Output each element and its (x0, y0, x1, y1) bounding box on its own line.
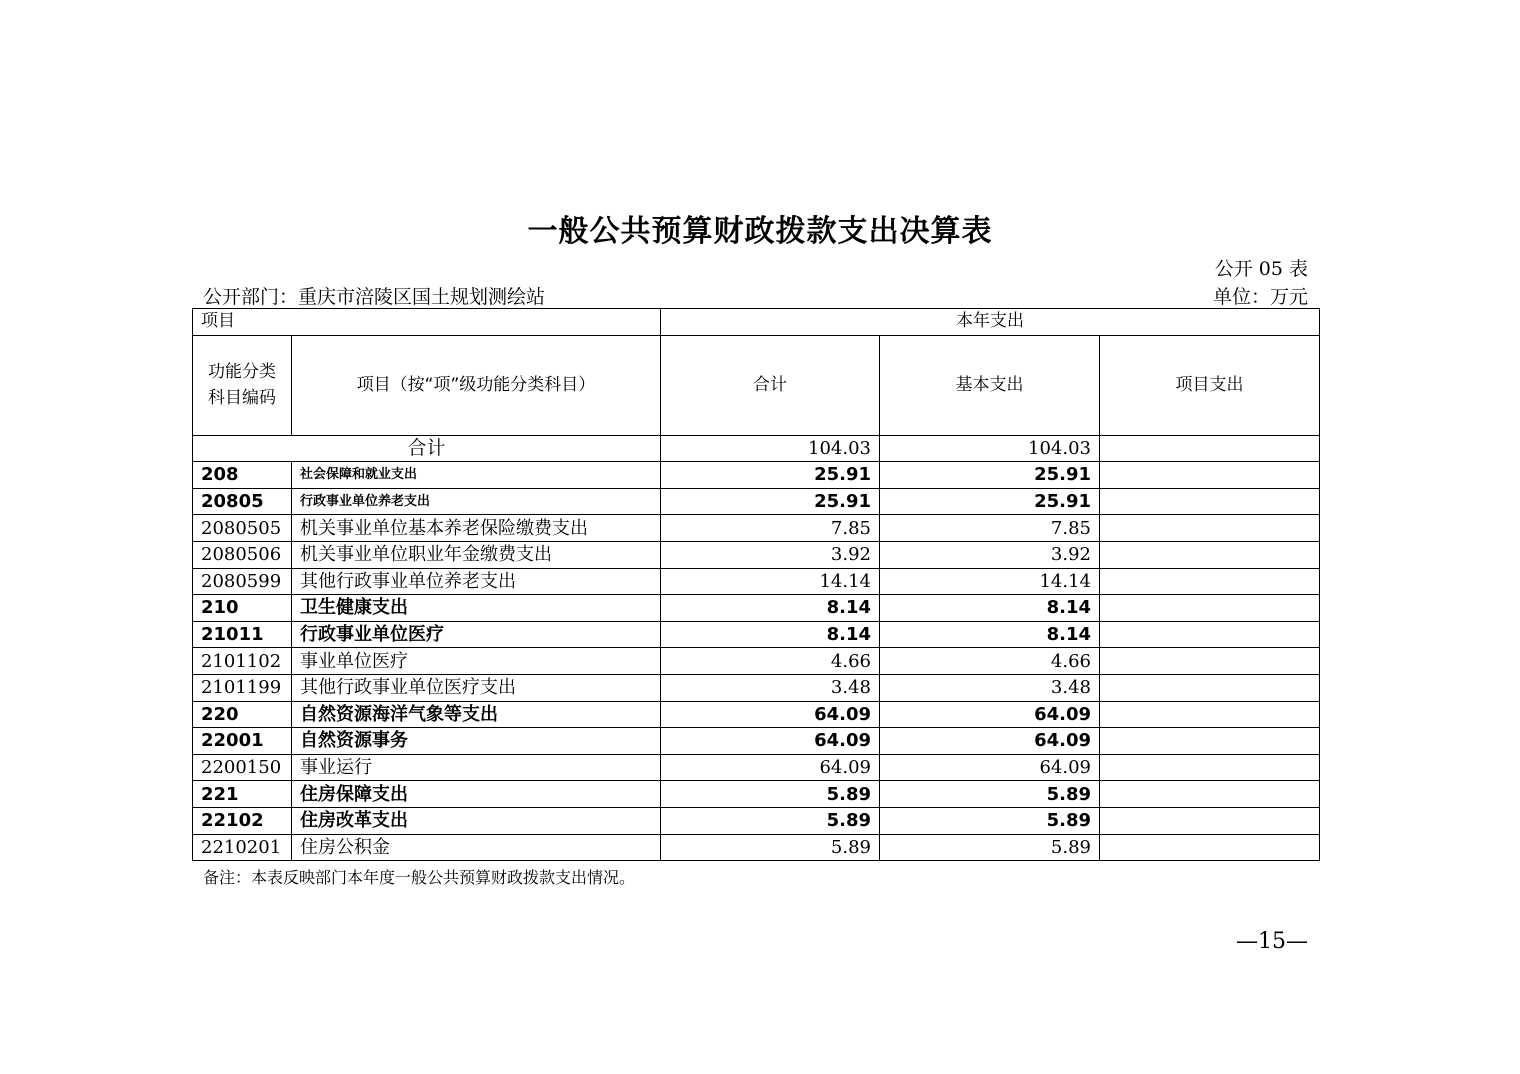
header-code: 功能分类科目编码 (193, 335, 292, 435)
row-project (1100, 488, 1320, 515)
row-project (1100, 648, 1320, 675)
table-row (193, 621, 1320, 648)
row-basic: 3.92 (880, 541, 1100, 568)
header-name: 项目（按“项”级功能分类科目） (292, 335, 661, 435)
table-row (193, 728, 1320, 755)
row-basic: 5.89 (880, 807, 1100, 834)
row-project (1100, 515, 1320, 542)
row-code: 22102 (193, 807, 292, 834)
table-row (193, 595, 1320, 622)
header-row-2 (193, 335, 1320, 435)
row-project (1100, 674, 1320, 701)
row-project (1100, 462, 1320, 489)
row-code: 2101199 (193, 674, 292, 701)
table-row (193, 541, 1320, 568)
row-basic: 8.14 (880, 621, 1100, 648)
page-number: —15— (1236, 929, 1308, 954)
total-amount: 104.03 (661, 435, 880, 462)
row-name: 社会保障和就业支出 (292, 462, 661, 489)
row-code: 2200150 (193, 754, 292, 781)
row-total: 8.14 (661, 595, 880, 622)
header-total: 合计 (661, 335, 880, 435)
row-basic: 64.09 (880, 728, 1100, 755)
row-code: 2210201 (193, 834, 292, 861)
row-name: 机关事业单位职业年金缴费支出 (292, 541, 661, 568)
row-project (1100, 701, 1320, 728)
row-total: 5.89 (661, 807, 880, 834)
row-code: 220 (193, 701, 292, 728)
total-label: 合计 (193, 435, 661, 462)
row-name: 事业运行 (292, 754, 661, 781)
row-basic: 7.85 (880, 515, 1100, 542)
row-basic: 8.14 (880, 595, 1100, 622)
row-project (1100, 834, 1320, 861)
department-label: 公开部门：重庆市涪陵区国土规划测绘站 (203, 286, 546, 308)
row-project (1100, 781, 1320, 808)
row-total: 14.14 (661, 568, 880, 595)
row-project (1100, 807, 1320, 834)
row-project (1100, 568, 1320, 595)
table-row (193, 462, 1320, 489)
table-row (193, 754, 1320, 781)
table-row (193, 701, 1320, 728)
table-row (193, 568, 1320, 595)
header-item: 项目 (193, 309, 661, 336)
row-name: 行政事业单位医疗 (292, 621, 661, 648)
row-basic: 64.09 (880, 754, 1100, 781)
row-code: 2080599 (193, 568, 292, 595)
row-project (1100, 621, 1320, 648)
row-basic: 5.89 (880, 781, 1100, 808)
row-total: 64.09 (661, 701, 880, 728)
row-name: 行政事业单位养老支出 (292, 488, 661, 515)
row-name: 卫生健康支出 (292, 595, 661, 622)
row-name: 自然资源事务 (292, 728, 661, 755)
row-total: 8.14 (661, 621, 880, 648)
total-project (1100, 435, 1320, 462)
row-project (1100, 754, 1320, 781)
row-total: 3.92 (661, 541, 880, 568)
row-name: 其他行政事业单位医疗支出 (292, 674, 661, 701)
row-name: 自然资源海洋气象等支出 (292, 701, 661, 728)
row-total: 25.91 (661, 462, 880, 489)
row-total: 64.09 (661, 754, 880, 781)
header-project: 项目支出 (1100, 335, 1320, 435)
table-row (193, 807, 1320, 834)
row-code: 2101102 (193, 648, 292, 675)
budget-table (192, 308, 1320, 861)
row-code: 22001 (193, 728, 292, 755)
row-basic: 25.91 (880, 488, 1100, 515)
row-code: 221 (193, 781, 292, 808)
row-code: 21011 (193, 621, 292, 648)
row-basic: 14.14 (880, 568, 1100, 595)
header-current-year: 本年支出 (661, 309, 1320, 336)
row-total: 7.85 (661, 515, 880, 542)
table-row (193, 488, 1320, 515)
row-name: 住房改革支出 (292, 807, 661, 834)
unit-label: 单位：万元 (1212, 286, 1308, 308)
page-title: 一般公共预算财政拨款支出决算表 (527, 214, 993, 249)
row-total: 64.09 (661, 728, 880, 755)
row-code: 20805 (193, 488, 292, 515)
row-basic: 64.09 (880, 701, 1100, 728)
row-basic: 5.89 (880, 834, 1100, 861)
row-total: 5.89 (661, 781, 880, 808)
total-basic: 104.03 (880, 435, 1100, 462)
table-row (193, 834, 1320, 861)
row-total: 3.48 (661, 674, 880, 701)
row-total: 25.91 (661, 488, 880, 515)
table-row (193, 515, 1320, 542)
table-id: 公开 05 表 (1214, 258, 1308, 280)
row-total: 4.66 (661, 648, 880, 675)
footnote: 备注：本表反映部门本年度一般公共预算财政拨款支出情况。 (203, 868, 636, 887)
row-basic: 25.91 (880, 462, 1100, 489)
row-project (1100, 728, 1320, 755)
table-row (193, 781, 1320, 808)
header-basic: 基本支出 (880, 335, 1100, 435)
table-row (193, 648, 1320, 675)
header-row-1 (193, 309, 1320, 336)
total-row (193, 435, 1320, 462)
row-project (1100, 595, 1320, 622)
row-basic: 4.66 (880, 648, 1100, 675)
row-project (1100, 541, 1320, 568)
row-name: 住房公积金 (292, 834, 661, 861)
row-code: 2080505 (193, 515, 292, 542)
table-row (193, 674, 1320, 701)
row-total: 5.89 (661, 834, 880, 861)
row-code: 2080506 (193, 541, 292, 568)
row-code: 208 (193, 462, 292, 489)
row-name: 住房保障支出 (292, 781, 661, 808)
row-name: 事业单位医疗 (292, 648, 661, 675)
row-name: 其他行政事业单位养老支出 (292, 568, 661, 595)
row-name: 机关事业单位基本养老保险缴费支出 (292, 515, 661, 542)
row-code: 210 (193, 595, 292, 622)
row-basic: 3.48 (880, 674, 1100, 701)
